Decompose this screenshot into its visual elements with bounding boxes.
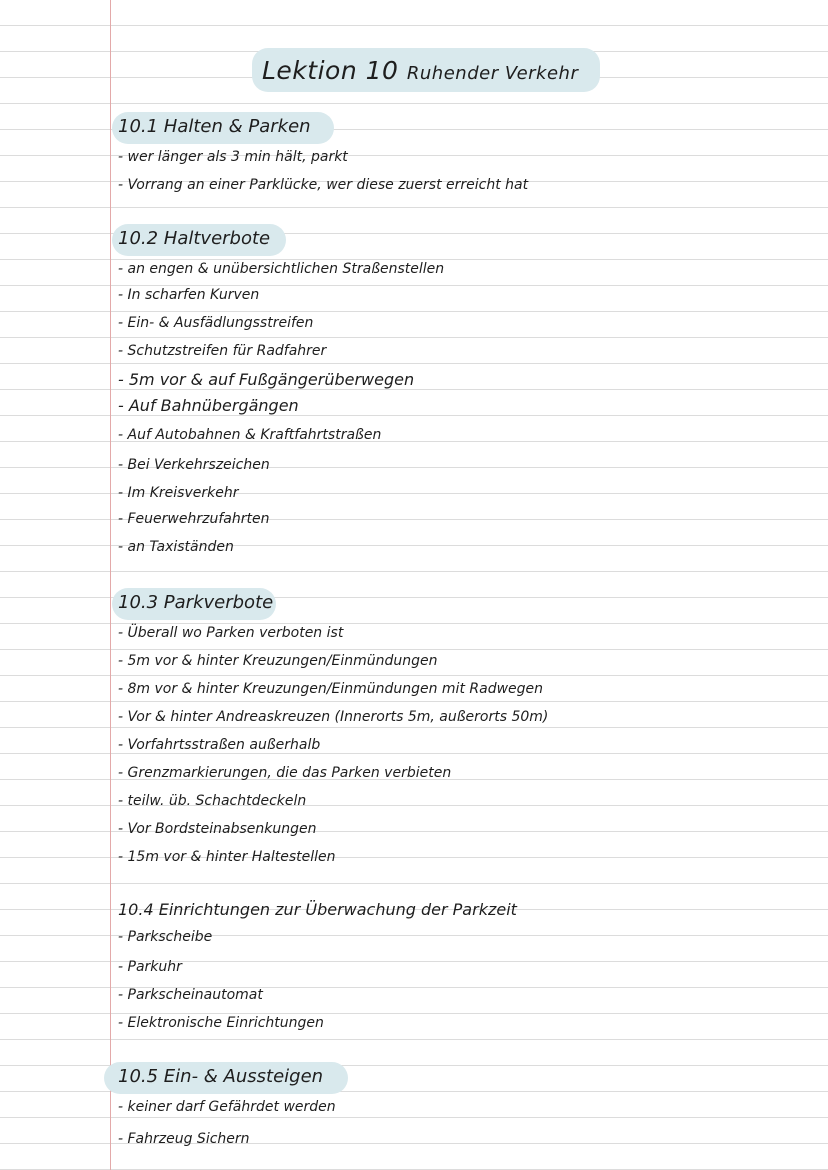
list-item: - Auf Bahnübergängen	[118, 396, 299, 415]
list-item: - Überall wo Parken verboten ist	[118, 625, 344, 641]
list-item: - 15m vor & hinter Haltestellen	[118, 849, 336, 865]
lesson-topic: Ruhender Verkehr	[406, 63, 579, 84]
list-item: - Ein- & Ausfädlungsstreifen	[118, 315, 314, 331]
list-item: - wer länger als 3 min hält, parkt	[118, 149, 348, 165]
section-heading-haltverbote: 10.2 Haltverbote	[118, 228, 271, 249]
list-item: - In scharfen Kurven	[118, 287, 260, 303]
section-heading-ein-aussteigen: 10.5 Ein- & Aussteigen	[118, 1066, 324, 1087]
list-item: - 8m vor & hinter Kreuzungen/Einmündungen mit Radwegen	[118, 681, 544, 697]
list-item: - an engen & unübersichtlichen Straßenstellen	[118, 261, 445, 277]
section-heading-ueberwachung-parkzeit: 10.4 Einrichtungen zur Überwachung der Parkzeit	[118, 900, 517, 919]
page-title	[262, 58, 578, 83]
list-item: - Parkuhr	[118, 959, 182, 975]
list-item: - Vor Bordsteinabsenkungen	[118, 821, 317, 837]
lesson-number: Lektion 10	[262, 56, 399, 85]
list-item: - Vor & hinter Andreaskreuzen (Innerorts 5m, außerorts 50m)	[118, 709, 549, 725]
list-item: - Schutzstreifen für Radfahrer	[118, 343, 327, 359]
list-item: - 5m vor & auf Fußgängerüberwegen	[118, 370, 415, 389]
list-item: - Parkscheibe	[118, 929, 213, 945]
list-item: - Parkscheinautomat	[118, 987, 263, 1003]
list-item: - Bei Verkehrszeichen	[118, 457, 270, 473]
list-item: - 5m vor & hinter Kreuzungen/Einmündungen	[118, 653, 438, 669]
list-item: - Vorrang an einer Parklücke, wer diese zuerst erreicht hat	[118, 177, 529, 193]
list-item: - Fahrzeug Sichern	[118, 1131, 250, 1147]
list-item: - Grenzmarkierungen, die das Parken verbieten	[118, 765, 452, 781]
list-item: - Vorfahrtsstraßen außerhalb	[118, 737, 321, 753]
section-heading-halten-parken: 10.1 Halten & Parken	[118, 116, 311, 137]
list-item: - an Taxiständen	[118, 539, 234, 555]
list-item: - Auf Autobahnen & Kraftfahrtstraßen	[118, 427, 382, 443]
section-heading-parkverbote: 10.3 Parkverbote	[118, 592, 274, 613]
list-item: - keiner darf Gefährdet werden	[118, 1099, 336, 1115]
list-item: - Feuerwehrzufahrten	[118, 511, 270, 527]
notebook-margin-line	[110, 0, 111, 1170]
list-item: - Im Kreisverkehr	[118, 485, 239, 501]
list-item: - Elektronische Einrichtungen	[118, 1015, 324, 1031]
list-item: - teilw. üb. Schachtdeckeln	[118, 793, 307, 809]
